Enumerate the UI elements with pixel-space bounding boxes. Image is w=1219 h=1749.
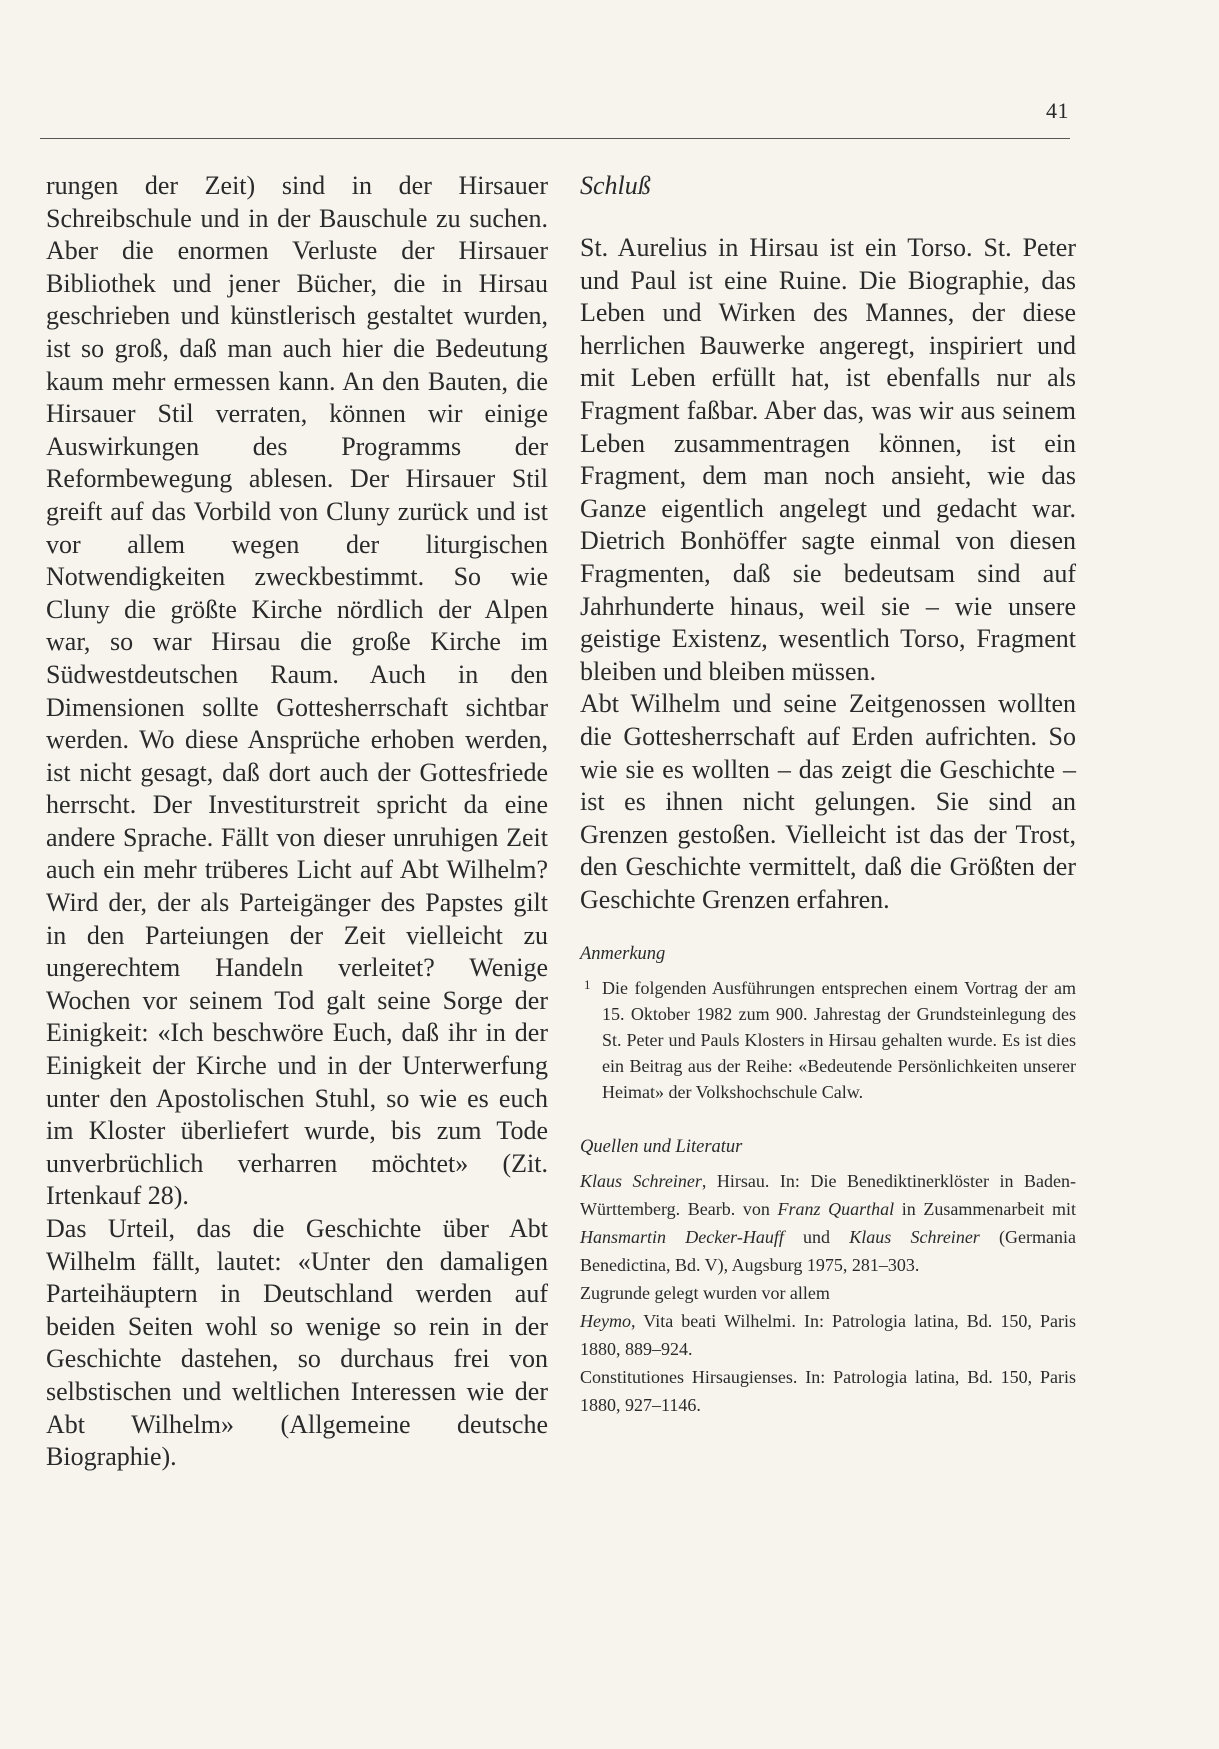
- lit-editor: Hansmartin Decker-Hauff: [580, 1227, 784, 1248]
- lit-author: Heymo: [580, 1311, 631, 1332]
- notes-heading: Anmerkung: [580, 944, 666, 965]
- literature-entry-1: [580, 1167, 1076, 1279]
- header-rule: [40, 138, 1070, 139]
- conclusion-body: [580, 232, 1076, 916]
- left-paragraph-1: rungen der Zeit) sind in der Hirsauer Schreibschule und in der Bauschule zu suchen. Aber die enormen Verluste der Hirsauer Bibliothek und jener Bücher, die in Hirsau geschrieben und künstlerisch gestaltet wurden, ist so groß, daß man auch hier die Bedeutung kaum mehr ermessen kann. An den Bauten, die Hirsauer Stil verraten, können wir einige Auswirkungen des Programms der Reformbewegung ablesen. Der Hirsauer Stil greift auf das Vorbild von Cluny zurück und ist vor allem wegen der liturgischen Notwendigkeiten zweckbestimmt. So wie Cluny die größte Kirche nördlich der Alpen war, so war Hirsau die große Kirche im Südwestdeutschen Raum. Auch in den Dimensionen sollte Gottesherrschaft sichtbar werden. Wo diese Ansprüche erhoben werden, ist nicht gesagt, daß dort auch der Gottesfriede herrscht. Der Investiturstreit spricht da eine andere Sprache. Fällt von dieser unruhigen Zeit auch ein mehr trüberes Licht auf Abt Wilhelm? Wird der, der als Parteigänger des Papstes gilt in den Parteiungen der Zeit vielleicht zu ungerechtem Handeln verleitet? Wenige Wochen vor seinem Tod galt seine Sorge der Einigkeit: «Ich beschwöre Euch, daß ihr in der Einigkeit der Kirche und in der Unterwerfung unter den Apostolischen Stuhl, so wie es euch im Kloster überliefert wurde, bis zum Tode unverbrüchlich verharren möchtet» (Zit. Irtenkauf 28).: [46, 171, 548, 1211]
- literature-entry-3: [580, 1307, 1076, 1363]
- right-paragraph-1: St. Aurelius in Hirsau ist ein Torso. St. Peter und Paul ist eine Ruine. Die Biographie, das Leben und Wirken des Mannes, der diese herrlichen Bauwerke angeregt, inspiriert und mit Leben erfüllt hat, ist ebenfalls nur als Fragment faßbar. Aber das, was wir aus seinem Leben zusammentragen können, ist ein Fragment, dem man noch ansieht, wie das Ganze eigentlich angelegt und gedacht war. Dietrich Bonhöffer sagte einmal von diesen Fragmenten, daß sie bedeutsam sind auf Jahrhunderte hinaus, weil sie – wie unsere geistige Existenz, wesentlich Torso, Fragment bleiben und bleiben müssen.: [580, 233, 1076, 686]
- page-number: 41: [1046, 98, 1069, 123]
- literature-heading: Quellen und Literatur: [580, 1137, 743, 1158]
- left-column: [46, 170, 548, 1474]
- footnote: [580, 976, 1076, 1105]
- lit-text: in Zusammenarbeit mit: [894, 1199, 1076, 1220]
- left-paragraph-2: Das Urteil, das die Geschichte über Abt Wilhelm fällt, lautet: «Unter den damaligen Parteihäuptern in Deutschland werden auf beiden Seiten wohl so wenige so rein in der Geschichte dastehen, so durchaus frei von selbstischen und weltlichen Interessen wie der Abt Wilhelm» (Allgemeine deutsche Biographie).: [46, 1214, 548, 1472]
- lit-editor: Franz Quarthal: [777, 1199, 895, 1220]
- right-column: [580, 170, 1076, 1419]
- lit-editor: Klaus Schreiner: [849, 1227, 980, 1248]
- literature-entry-4: Constitutiones Hirsaugienses. In: Patrologia latina, Bd. 150, Paris 1880, 927–1146.: [580, 1367, 1076, 1416]
- literature-entry-2: Zugrunde gelegt wurden vor allem: [580, 1283, 830, 1304]
- right-paragraph-2: Abt Wilhelm und seine Zeitgenossen wollten die Gottesherrschaft auf Erden aufrichten. So wie sie es wollten – das zeigt die Geschichte – ist es ihnen nicht gelungen. Sie sind an Grenzen gestoßen. Vielleicht ist das der Trost, den Geschichte vermittelt, daß die Größten der Geschichte Grenzen erfahren.: [580, 689, 1076, 914]
- lit-author: Klaus Schreiner: [580, 1171, 702, 1192]
- lit-text: und: [783, 1227, 850, 1248]
- lit-text: , Hirsau. In: Die Benediktinerklöster in Baden-Württemberg. Bearb. von: [580, 1171, 1076, 1220]
- section-title: Schluß: [580, 171, 651, 200]
- lit-text: (Germania Benedictina, Bd. V), Augsburg 1975, 281–303.: [580, 1227, 1076, 1276]
- lit-text: , Vita beati Wilhelmi. In: Patrologia latina, Bd. 150, Paris 1880, 889–924.: [580, 1311, 1076, 1360]
- footnote-mark: 1: [584, 977, 591, 993]
- footnote-text: Die folgenden Ausführungen entsprechen einem Vortrag der am 15. Oktober 1982 zum 900. Jahrestag der Grundsteinlegung des St. Peter und Pauls Klosters in Hirsau gehalten wurde. Es ist dies ein Beitrag aus der Reihe: «Bedeutende Persönlichkeiten unserer Heimat» der Volkshochschule Calw.: [602, 978, 1076, 1102]
